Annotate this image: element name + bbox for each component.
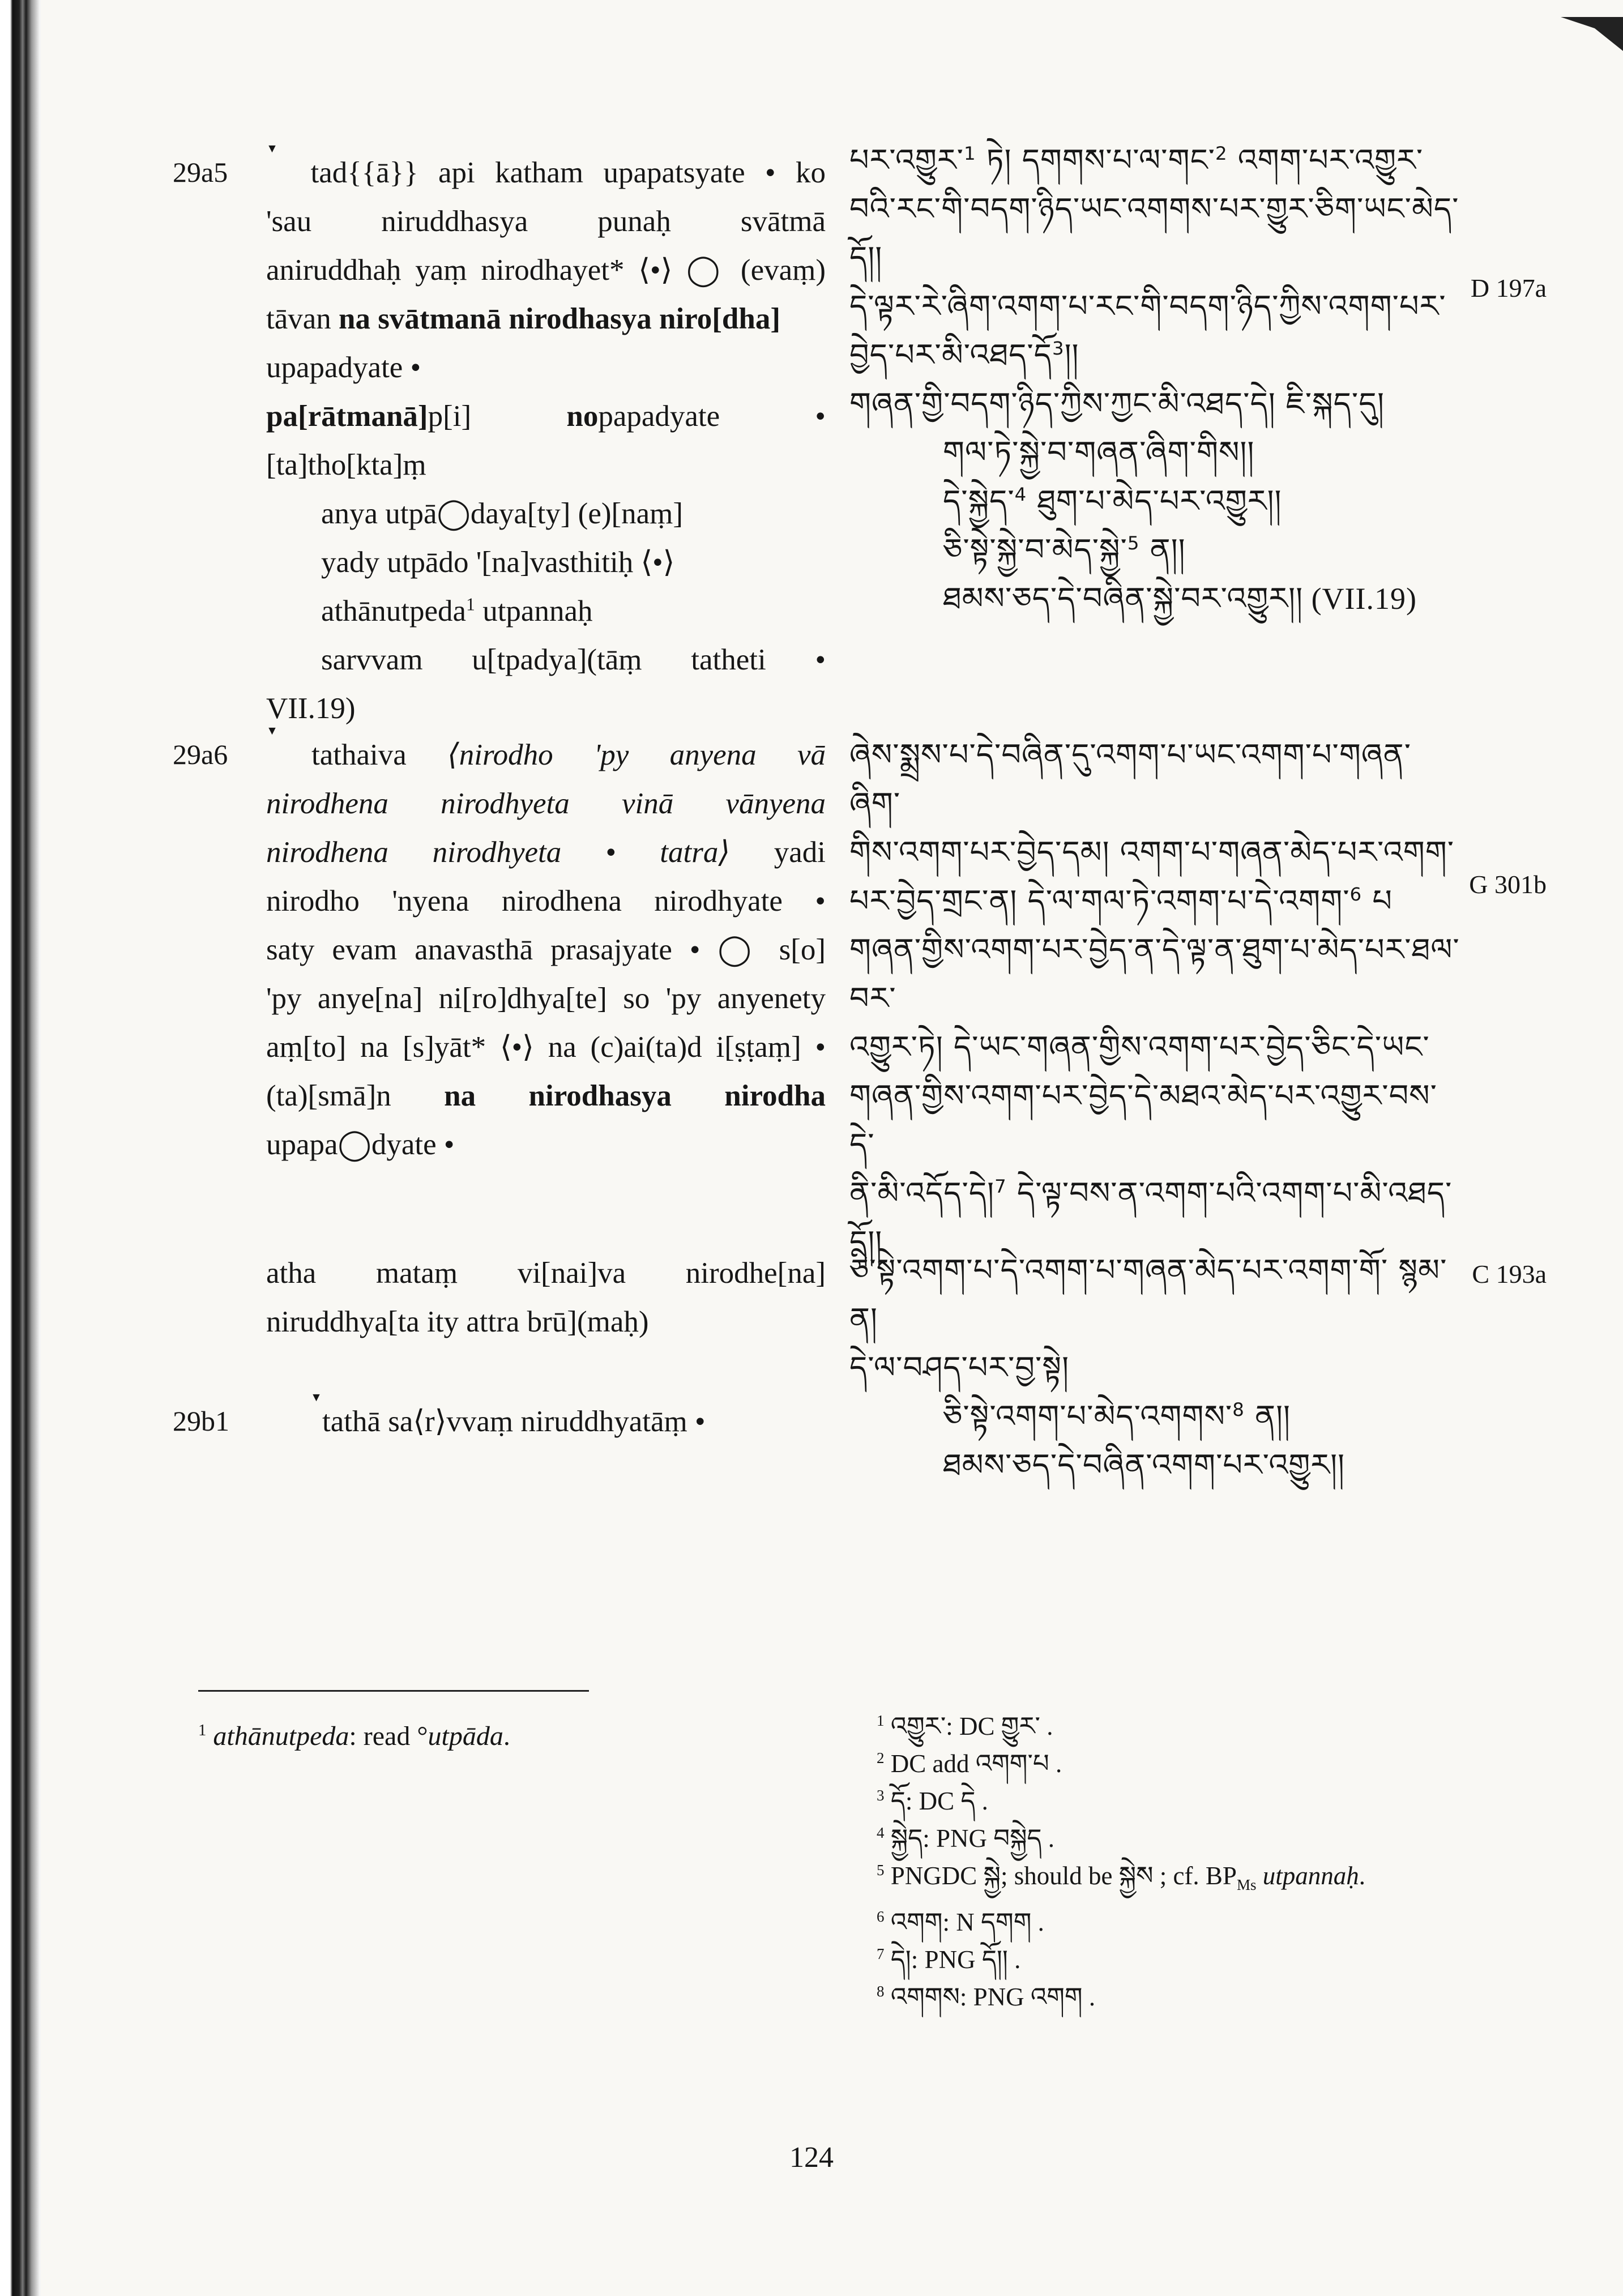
siglum-c: C 193a: [1472, 1260, 1547, 1288]
footnote-right-3: $^3$ དོ: DC དེ .: [877, 1786, 988, 1816]
sanskrit-block-29a6: ▼tathaiva ⟨nirodho 'py anyena vā nirodhena nirodhyeta vinā vānyena nirodhena nirodhyeta • tatra⟩ yadi nirodho 'nyena nirodhena nirodhyate • saty evam anavasthā prasajyate • ◯ s[o] 'py anye[na] ni[ro]dhya[te] so 'py anyenety aṃ[to] na [s]yāt* ⟨•⟩ na (c)ai(ta)d i[ṣṭaṃ] • (ta)[smā]n na nirodhasya nirodha upapa◯dyate •: [266, 724, 826, 1161]
footnotes-right: [877, 1708, 1365, 2016]
footnote-right-5: $^5$ PNGDC སྐྱེ; should be སྐྱེས ; cf. $BP_{Ms}$ utpannaḥ.: [877, 1860, 1365, 1893]
folio-marker: ▼: [310, 1390, 322, 1404]
footnote-right-4: $^4$ སྐྱེད: PNG བསྐྱེད .: [877, 1823, 1054, 1853]
footnote-left-1: $^1$ athānutpeda: read °utpāda.: [198, 1721, 510, 1751]
footnote-right-6: $^6$ འགག: N དགག .: [877, 1907, 1044, 1937]
footnotes-left: [198, 1721, 510, 1752]
page-number: 124: [789, 2141, 834, 2174]
siglum-d: D 197a: [1470, 274, 1547, 302]
footnote-right-2: $^2$ DC add འགག་པ .: [877, 1748, 1062, 1778]
footnote-ref: 1: [466, 594, 475, 614]
siglum-g: G 301b: [1469, 870, 1547, 899]
footnote-right-7: $^7$ དེ།: PNG དོ།། .: [877, 1944, 1021, 1974]
folio-ref-29b1: 29b1: [173, 1405, 229, 1437]
footnote-right-1: $^1$ འགྱུར་: DC གྱུར་ .: [877, 1711, 1053, 1741]
footnote-right-8: $^8$ འགགས: PNG འགག .: [877, 1982, 1096, 2012]
sanskrit-block-atha-matam: atha mataṃ vi[nai]va nirodhe[na] niruddhya[ta ity attra brū](maḥ): [266, 1257, 826, 1338]
folio-ref-29a5: 29a5: [173, 156, 228, 188]
tibetan-block-3: ཅི་སྟེ་འགག་པ་དེ་འགག་པ་གཞན་མེད་པར་འགག་གོ་ སྙམ་ན། དེ་ལ་བཤད་པར་བྱ་སྟེ། ཅི་སྟེ་འགག་པ་མེད་འགགས་$^8$ ན།། ཐམས་ཅད་དེ་བཞིན་འགག་པར་འགྱུར།།: [849, 1252, 1447, 1483]
tibetan-block-1: པར་འགྱུར་$^1$ ཏེ། དགགས་པ་ལ་གང་$^2$ འགག་པར་འགྱུར་ བའི་རང་གི་བདག་ཉིད་ཡང་འགགས་པར་གྱུར་ཅིག་ཡང་མེད་དོ།། དེ་ལྟར་རེ་ཞིག་འགག་པ་རང་གི་བདག་ཉིད་ཀྱིས་འགག་པར་ བྱེད་པར་མི་འཐད་དོ$^3$།། གཞན་གྱི་བདག་ཉིད་ཀྱིས་ཀྱང་མི་འཐད་དེ། ཇི་སྐད་དུ། གལ་ཏེ་སྐྱེ་བ་གཞན་ཞིག་གིས།། དེ་སྐྱེད་$^4$ ཐུག་པ་མེད་པར་འགྱུར།། ཅི་སྟེ་སྐྱེ་བ་མེད་སྐྱེ་$^5$ ན།། ཐམས་ཅད་དེ་བཞིན་སྐྱེ་བར་འགྱུར།། (VII.19): [849, 142, 1459, 616]
footnote-rule: [198, 1690, 589, 1692]
folio-marker: ▼: [266, 142, 291, 155]
folio-marker: ▼: [266, 724, 312, 737]
tibetan-block-2: ཞེས་སྨྲས་པ་དེ་བཞིན་དུ་འགག་པ་ཡང་འགག་པ་གཞན་ཞིག་ གིས་འགག་པར་བྱེད་དམ། འགག་པ་གཞན་མེད་པར་འགག་ པར་བྱེད་གྲང་ན། དེ་ལ་གལ་ཏེ་འགག་པ་དེ་འགག་$^6$ པ གཞན་གྱིས་འགག་པར་བྱེད་ན་དེ་ལྟ་ན་ཐུག་པ་མེད་པར་ཐལ་བར་ འགྱུར་ཏེ། དེ་ཡང་གཞན་གྱིས་འགག་པར་བྱེད་ཅིང་དེ་ཡང་ གཞན་གྱིས་འགག་པར་བྱེད་དེ་མཐའ་མེད་པར་འགྱུར་བས་དེ་ ནི་མི་འདོད་དེ།$^7$ དེ་ལྟ་བས་ན་འགག་པའི་འགག་པ་མི་འཐད་ དོ།།: [849, 737, 1460, 1260]
sanskrit-block-29b1: ▼tathā sa⟨r⟩vvaṃ niruddhyatāṃ •: [310, 1390, 706, 1438]
sanskrit-block-29a5: ▼ tad{{ā}} api katham upapatsyate • ko 'sau niruddhasya punaḥ svātmā aniruddhaḥ yaṃ nirodhayet* ⟨•⟩ ◯ (evaṃ) tāvan na svātmanā nirodhasya niro[dha] upapadyate • pa[rātmanā]p[i] nopapadyate • [ta]tho[kta]ṃ anya utpā◯daya[ty] (e)[naṃ] yady utpādo '[na]vasthitiḥ ⟨•⟩ athānutpeda$^1$ utpannaḥ sarvvam u[tpadya](tāṃ tatheti • VII.19): [266, 142, 826, 725]
folio-ref-29a6: 29a6: [173, 739, 228, 770]
